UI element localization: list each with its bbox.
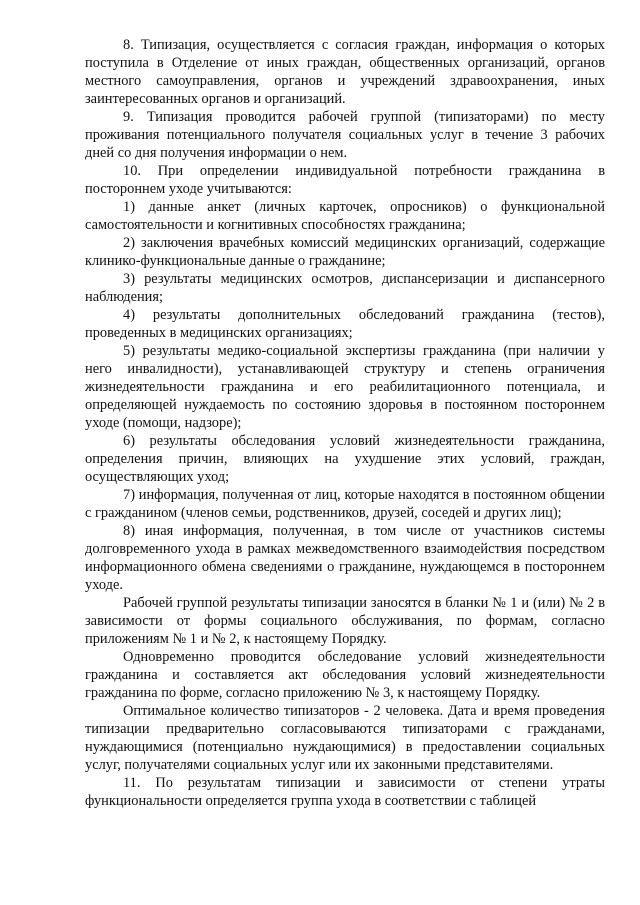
results-forms-paragraph: Рабочей группой результаты типизации заносятся в бланки № 1 и (или) № 2 в зависимости от формы социального обслуживания, по формам, согласно приложениям № 1 и № 2, к настоящему Порядку. (85, 595, 605, 647)
subitem-6: 6) результаты обследования условий жизнедеятельности гражданина, определения причин, влияющих на ухудшение этих условий, граждан, осуществляющих уход; (85, 433, 605, 485)
typizators-count-paragraph: Оптимальное количество типизаторов - 2 человека. Дата и время проведения типизации предварительно согласовываются типизаторами с гражданами, нуждающимися (потенциально нуждающимися) в предоставлении социальных услуг, получателями социальных услуг или их законными представителями. (85, 703, 605, 773)
subitem-7: 7) информация, полученная от лиц, которые находятся в постоянном общении с гражданином (членов семьи, родственников, друзей, соседей и других лиц); (85, 487, 605, 521)
living-conditions-paragraph: Одновременно проводится обследование условий жизнедеятельности гражданина и составляется акт обследования условий жизнедеятельности гражданина по форме, согласно приложению № 3, к настоящему Порядку. (85, 649, 605, 701)
subitem-3: 3) результаты медицинских осмотров, диспансеризации и диспансерного наблюдения; (85, 271, 605, 305)
subitem-1: 1) данные анкет (личных карточек, опросников) о функциональной самостоятельности и когнитивных способностях гражданина; (85, 199, 605, 233)
document-page (85, 36, 605, 810)
paragraph-item-10: 10. При определении индивидуальной потребности гражданина в постороннем уходе учитываются: (85, 163, 605, 197)
subitem-5: 5) результаты медико-социальной экспертизы гражданина (при наличии у него инвалидности), устанавливающей структуру и степень ограничения жизнедеятельности гражданина и его реабилитационного потенциала, и определяющей нуждаемость по состоянию здоровья в постоянном постороннем уходе (помощи, надзоре); (85, 343, 605, 431)
subitem-8: 8) иная информация, полученная, в том числе от участников системы долговременного ухода в рамках межведомственного взаимодействия посредством информационного обмена сведениями о гражданине, нуждающемся в постороннем уходе. (85, 523, 605, 593)
subitem-2: 2) заключения врачебных комиссий медицинских организаций, содержащие клинико-функциональные данные о гражданине; (85, 235, 605, 269)
paragraph-item-8: 8. Типизация, осуществляется с согласия граждан, информация о которых поступила в Отделение от иных граждан, общественных организаций, органов местного самоуправления, органов и учреждений здравоохранения, иных заинтересованных органов и организаций. (85, 37, 605, 107)
paragraph-item-11: 11. По результатам типизации и зависимости от степени утраты функциональности определяется группа ухода в соответствии с таблицей (85, 775, 605, 809)
subitem-4: 4) результаты дополнительных обследований гражданина (тестов), проведенных в медицинских организациях; (85, 307, 605, 341)
paragraph-item-9: 9. Типизация проводится рабочей группой (типизаторами) по месту проживания потенциального получателя социальных услуг в течение 3 рабочих дней со дня получения информации о нем. (85, 109, 605, 161)
